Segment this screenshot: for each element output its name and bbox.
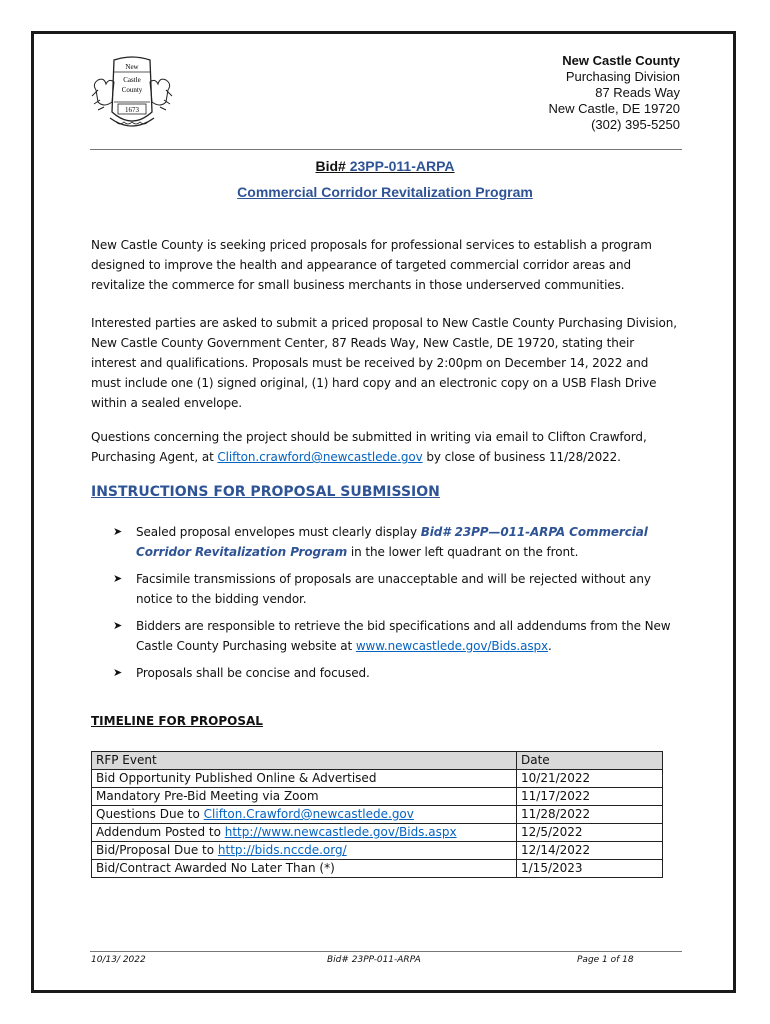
arrow-bullet-icon: ➤ [113, 619, 123, 632]
date-cell: 10/21/2022 [517, 770, 663, 788]
bullet-text: in the lower left quadrant on the front. [347, 545, 579, 559]
intro-paragraph: New Castle County is seeking priced proposals for professional services to establish a program designed to improve the health and appearance of targeted commercial corridor areas and revitalize the commerce for small business merchants in those underserved communities. [91, 238, 652, 292]
table-header-row [92, 752, 663, 770]
list-item [113, 616, 688, 656]
address-line: 87 Reads Way [595, 85, 680, 100]
column-header-date: Date [517, 752, 663, 770]
addendum-url-link[interactable]: http://www.newcastlede.gov/Bids.aspx [224, 825, 457, 839]
footer-date: 10/13/ 2022 [91, 955, 146, 965]
bid-title: Commercial Corridor Revitalization Program [237, 184, 533, 200]
footer-page-number: Page 1 of 18 [577, 955, 634, 965]
arrow-bullet-icon: ➤ [113, 525, 123, 538]
footer-divider [90, 951, 682, 952]
bullet-text: Sealed proposal envelopes must clearly display [136, 525, 421, 539]
seal-year: 1673 [125, 106, 139, 114]
date-cell: 12/14/2022 [517, 842, 663, 860]
address-line: Purchasing Division [565, 69, 680, 84]
address-line: New Castle, DE 19720 [548, 101, 680, 116]
contact-email-link[interactable]: Clifton.crawford@newcastlede.gov [217, 450, 423, 464]
bullet-text: Bidders are responsible to retrieve the bid specifications and all addendums from the New Castle County Purchasing website at [136, 619, 671, 653]
bid-prefix: Bid# [315, 158, 346, 174]
event-cell [92, 842, 517, 860]
bullet-text: Proposals shall be concise and focused. [136, 666, 370, 680]
table-row [92, 770, 663, 788]
county-name: New Castle County [562, 53, 680, 68]
arrow-bullet-icon: ➤ [113, 666, 123, 679]
table-row [92, 860, 663, 878]
header-divider [90, 149, 682, 150]
event-text: Addendum Posted to [96, 825, 225, 839]
seal-text-new: New [125, 63, 139, 71]
seal-text-county: County [121, 86, 143, 94]
bids-portal-link[interactable]: http://bids.nccde.org/ [217, 843, 347, 857]
instructions-heading: INSTRUCTIONS FOR PROPOSAL SUBMISSION [91, 484, 440, 500]
date-cell: 11/17/2022 [517, 788, 663, 806]
event-text: Questions Due to [96, 807, 204, 821]
questions-paragraph [91, 427, 681, 467]
questions-email-link[interactable]: Clifton.Crawford@newcastlede.gov [203, 807, 414, 821]
county-seal-logo [82, 52, 182, 136]
bid-number: 23PP-011-ARPA [349, 158, 455, 174]
list-item [113, 522, 688, 562]
table-row [92, 806, 663, 824]
event-cell: Bid Opportunity Published Online & Advertised [92, 770, 517, 788]
list-item [113, 569, 688, 609]
list-item [113, 663, 688, 683]
date-cell: 11/28/2022 [517, 806, 663, 824]
submission-paragraph: Interested parties are asked to submit a priced proposal to New Castle County Purchasing Division, New Castle County Government Center, 87 Reads Way, New Castle, DE 19720, stating their interest and qualifications. Proposals must be received by 2:00pm on December 14, 2022 and must include one (1) signed original, (1) hard copy and an electronic copy on a USB Flash Drive within a sealed envelope. [91, 316, 677, 410]
bullet-text: Facsimile transmissions of proposals are unacceptable and will be rejected without any notice to the bidding vendor. [136, 572, 651, 606]
timeline-heading: TIMELINE FOR PROPOSAL [91, 714, 263, 728]
bid-reference-emphasis: Bid# 23PP—011-ARPA Commercial Corridor Revitalization Program [136, 525, 648, 559]
footer-bid-number: Bid# 23PP-011-ARPA [327, 955, 421, 965]
instructions-list [113, 522, 688, 690]
event-cell: Mandatory Pre-Bid Meeting via Zoom [92, 788, 517, 806]
table-row [92, 824, 663, 842]
date-cell: 1/15/2023 [517, 860, 663, 878]
seal-text-castle: Castle [123, 76, 141, 84]
date-cell: 12/5/2022 [517, 824, 663, 842]
phone-number: (302) 395-5250 [591, 117, 680, 132]
event-cell [92, 806, 517, 824]
event-cell [92, 824, 517, 842]
questions-text: Questions concerning the project should be submitted in writing via email to Clifton Crawford, Purchasing Agent, at [91, 430, 647, 464]
table-row [92, 788, 663, 806]
bids-website-link[interactable]: www.newcastlede.gov/Bids.aspx [355, 639, 549, 653]
arrow-bullet-icon: ➤ [113, 572, 123, 585]
bullet-text: . [548, 639, 552, 653]
column-header-event: RFP Event [92, 752, 517, 770]
purchasing-address-block [548, 53, 680, 133]
timeline-table [91, 751, 663, 878]
bid-number-heading [0, 158, 770, 174]
event-cell: Bid/Contract Awarded No Later Than (*) [92, 860, 517, 878]
event-text: Bid/Proposal Due to [96, 843, 218, 857]
questions-deadline: by close of business 11/28/2022. [422, 450, 621, 464]
table-row [92, 842, 663, 860]
